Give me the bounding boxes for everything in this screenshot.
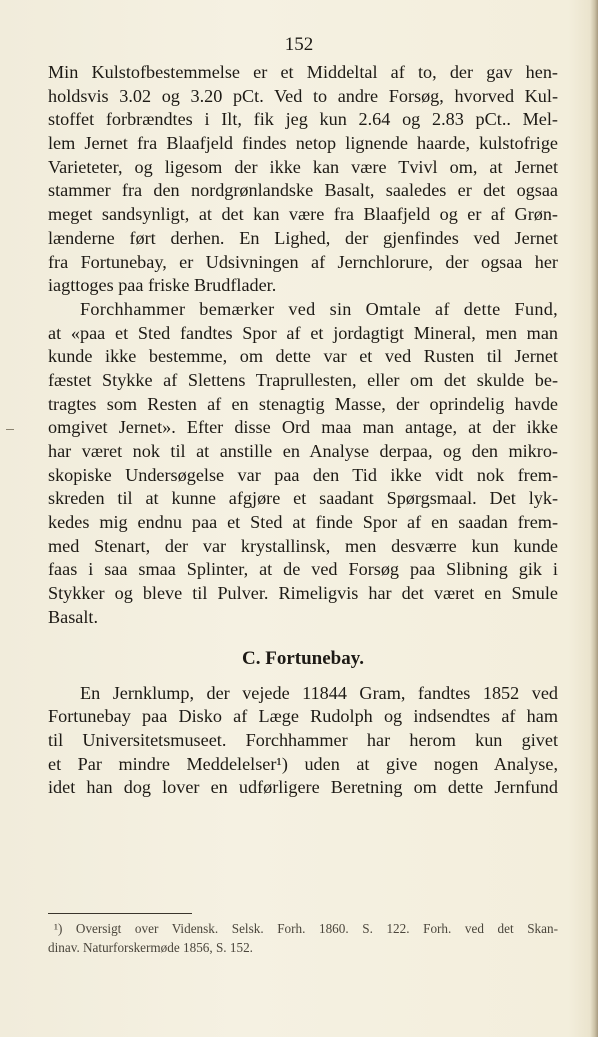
section-heading: C. Fortunebay. bbox=[242, 647, 364, 669]
text-line: stoffet forbrændtes i Ilt, fik jeg kun 2.64 og 2.83 pCt.. Mel- bbox=[48, 109, 558, 130]
text-line: lænderne ført derhen. En Lighed, der gjenfindes ved Jernet bbox=[48, 227, 558, 248]
text-line bbox=[48, 298, 558, 322]
text-line: lem Jernet fra Blaafjeld findes netop lignende haarde, kulstofrige bbox=[48, 133, 558, 154]
text-line: skreden til at kunne afgjøre et saadant Spørgsmaal. Det lyk- bbox=[48, 488, 558, 509]
text-line: tragtes som Resten af en stenagtig Masse, der oprindelig havde bbox=[48, 393, 558, 414]
text-line: fæstet Stykke af Slettens Traprullesten, eller om det skulde be- bbox=[48, 369, 558, 390]
page-number: 152 bbox=[284, 34, 314, 55]
footnote-rule bbox=[48, 913, 192, 914]
text-line: Basalt. bbox=[48, 606, 99, 627]
text-line: til Universitetsmuseet. Forchhammer har herom kun givet bbox=[48, 729, 558, 750]
text-line: holdsvis 3.02 og 3.20 pCt. Ved to andre Forsøg, hvorved Kul- bbox=[48, 85, 558, 106]
text-line: iagttoges paa friske Brudflader. bbox=[48, 275, 277, 296]
text-line: et Par mindre Meddelelser¹) uden at give nogen Analyse, bbox=[48, 753, 558, 774]
footnote bbox=[48, 919, 558, 957]
text-line: En Jernklump, der vejede 11844 Gram, fandtes 1852 ved bbox=[80, 682, 558, 703]
footnote-line: ¹) Oversigt over Vidensk. Selsk. Forh. 1860. S. 122. Forh. ved det Skan- bbox=[54, 921, 558, 936]
text-line: har været nok til at anstille en Analyse derpaa, og den mikro- bbox=[48, 441, 558, 461]
footnote-line: dinav. Naturforskermøde 1856, S. 152. bbox=[48, 940, 253, 955]
text-line: Stykker og bleve til Pulver. Rimeligvis har det været en Smule bbox=[48, 583, 558, 604]
text-line: faas i saa smaa Splinter, at de ved Forsøg paa Slibning gik i bbox=[48, 559, 558, 580]
spaced-name: Forchhammer bemærker ved sin Omtale af dette Fund, bbox=[80, 298, 558, 319]
text-line: stammer fra den nordgrønlandske Basalt, saaledes er det ogsaa bbox=[48, 180, 558, 201]
body-text bbox=[48, 61, 558, 800]
text-line: idet han dog lover en udførligere Beretning om dette Jernfund bbox=[48, 777, 558, 798]
text-line: fra Fortunebay, er Udsivningen af Jernchlorure, der ogsaa her bbox=[48, 251, 558, 272]
text-line: meget sandsynligt, at det kan være fra Blaafjeld og er af Grøn- bbox=[48, 204, 558, 225]
text-line: skopiske Undersøgelse var paa den Tid ikke vidt nok frem- bbox=[48, 464, 558, 485]
text-line: omgivet Jernet». Efter disse Ord maa man antage, at der ikke bbox=[48, 417, 558, 438]
page-edge-shadow bbox=[590, 0, 598, 1037]
text-line: at «paa et Sted fandtes Spor af et jordagtigt Mineral, men man bbox=[48, 322, 558, 343]
text-line: med Stenart, der var krystallinsk, men desværre kun kunde bbox=[48, 535, 558, 556]
text-line: kedes mig endnu paa et Sted at finde Spor af en saadan frem- bbox=[48, 512, 558, 533]
margin-mark bbox=[6, 429, 14, 430]
text-line: Varieteter, og ligesom der ikke kan være Tvivl om, at Jernet bbox=[48, 156, 558, 177]
text-line: Fortunebay paa Disko af Læge Rudolph og indsendtes af ham bbox=[48, 706, 558, 727]
text-line: Min Kulstofbestemmelse er et Middeltal af to, der gav hen- bbox=[48, 62, 558, 82]
text-line: kunde ikke bestemme, om dette var et ved Rusten til Jernet bbox=[48, 346, 558, 367]
